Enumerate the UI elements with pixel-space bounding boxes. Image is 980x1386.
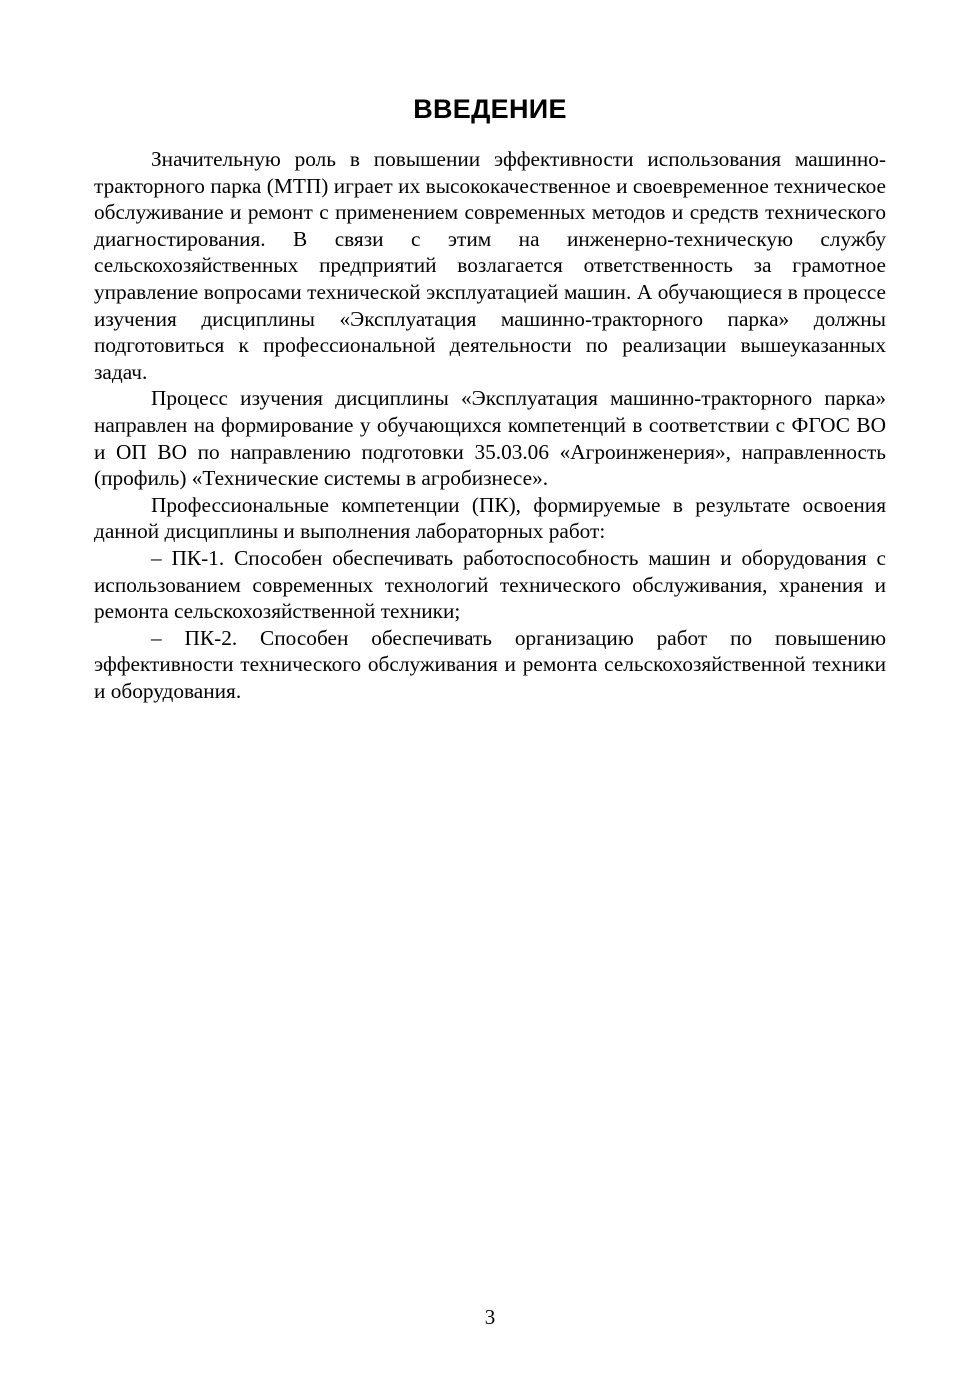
- list-item-pk2: – ПК-2. Способен обеспечивать организацию работ по повышению эффективности технического обслуживания и ремонта сельскохозяйственной техники и оборудования.: [94, 625, 886, 703]
- paragraph-intro: Значительную роль в повышении эффективности использования машинно-тракторного парка (МТП) играет их высококачественное и своевременное техническое обслуживание и ремонт с применением современных методов и средств технического диагностирования. В связи с этим на инженерно-техническую службу сельскохозяйственных предприятий возлагается ответственность за грамотное управление вопросами технической эксплуатацией машин. А обучающиеся в процессе изучения дисциплины «Эксплуатация машинно-тракторного парка» должны подготовиться к профессиональной деятельности по реализации вышеуказанных задач.: [94, 147, 886, 384]
- page-title: ВВЕДЕНИЕ: [413, 94, 567, 124]
- body-text: [94, 146, 886, 704]
- list-item-pk1: – ПК-1. Способен обеспечивать работоспособность машин и оборудования с использованием современных технологий технического обслуживания, хранения и ремонта сельскохозяйственной техники;: [94, 545, 886, 624]
- paragraph-competencies: Профессиональные компетенции (ПК), формируемые в результате освоения данной дисциплины и выполнения лабораторных работ:: [94, 492, 886, 544]
- page-number: 3: [484, 1305, 496, 1329]
- paragraph-study-process: Процесс изучения дисциплины «Эксплуатация машинно-тракторного парка» направлен на формирование у обучающихся компетенций в соответствии с ФГОС ВО и ОП ВО по направлению подготовки 35.03.06 «Агроинженерия», направленность (профиль) «Технические системы в агробизнесе».: [94, 386, 886, 491]
